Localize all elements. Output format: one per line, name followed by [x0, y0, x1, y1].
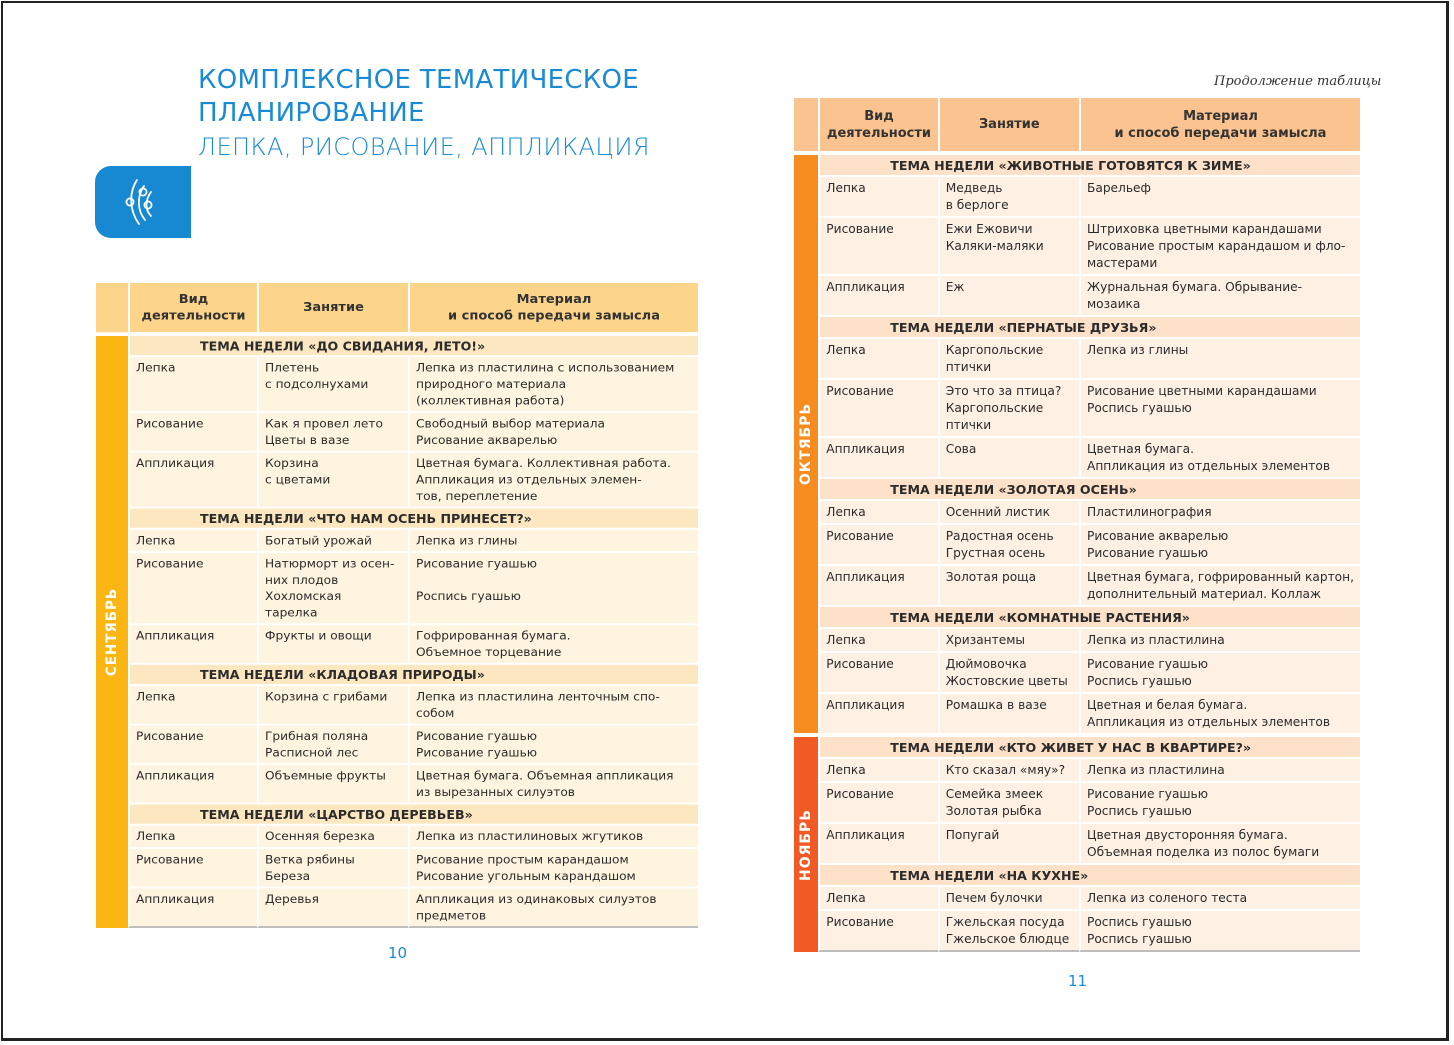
material-line: Роспись гуашью [1086, 932, 1192, 946]
material-line: собом [416, 706, 455, 720]
lesson-cell [257, 411, 408, 451]
lesson-line: Гжельское блюдце [945, 932, 1070, 946]
material-line: Роспись гуашью [1086, 915, 1192, 929]
activity-cell [128, 763, 257, 803]
material-cell [1079, 499, 1360, 523]
lesson-line: Грибная поляна [265, 729, 369, 743]
header-blank [794, 98, 818, 151]
theme-row [794, 733, 1360, 757]
lesson-cell [257, 684, 408, 724]
table-row [96, 528, 698, 551]
table-row [794, 175, 1360, 216]
material-cell [408, 684, 698, 724]
week-theme-title: ТЕМА НЕДЕЛИ «ЧТО НАМ ОСЕНЬ ПРИНЕСЕТ?» [128, 507, 698, 528]
theme-row [96, 507, 698, 528]
month-label: НОЯБРЬ [798, 808, 815, 881]
page-title [198, 64, 650, 164]
material-line: Цветная двусторонняя бумага. [1086, 828, 1288, 842]
lesson-line: с цветами [265, 472, 331, 487]
material-cell [1079, 436, 1360, 477]
activity-cell [818, 499, 937, 523]
month-bar-october [794, 151, 818, 733]
activity-cell [128, 355, 257, 411]
table-row [96, 355, 698, 411]
title-line-1: КОМПЛЕКСНОЕ ТЕМАТИЧЕСКОЕ [198, 65, 640, 95]
month-label: СЕНТЯБРЬ [104, 587, 120, 677]
material-line: Роспись гуашью [416, 589, 521, 604]
lesson-line: Сова [945, 442, 977, 456]
lesson-cell [938, 216, 1079, 274]
material-line: Лепка из пластилина [1086, 763, 1225, 777]
molecule-branch-icon [123, 178, 163, 226]
lesson-line: Хохломская [265, 589, 342, 604]
material-line: Пластилинография [1086, 505, 1212, 519]
material-cell [408, 887, 698, 928]
lesson-line: Кто сказал «мяу»? [945, 763, 1066, 777]
theme-row [794, 605, 1360, 627]
material-line: Лепка из пластилина [1086, 633, 1225, 647]
activity-text: Лепка [136, 533, 176, 548]
planning-table-october-november [794, 98, 1360, 952]
lesson-cell [938, 627, 1079, 651]
activity-cell [128, 528, 257, 551]
lesson-cell [938, 822, 1079, 863]
lesson-cell [938, 757, 1079, 781]
material-line [416, 572, 692, 588]
table-row [794, 885, 1360, 909]
activity-text: Лепка [826, 891, 866, 905]
lesson-line: Натюрморт из осен- [265, 556, 395, 571]
material-line: Цветная бумага. Объемная аппликация [416, 768, 674, 783]
lesson-line: с подсолнухами [265, 377, 369, 391]
material-line: Рисование акварелью [416, 433, 558, 447]
activity-text: Лепка [826, 181, 866, 195]
material-line: из вырезанных силуэтов [416, 785, 575, 799]
lesson-line: Семейка змеек [945, 787, 1044, 801]
week-theme-title: ТЕМА НЕДЕЛИ «КОМНАТНЫЕ РАСТЕНИЯ» [818, 605, 1360, 627]
material-cell [1079, 781, 1360, 822]
material-cell [1079, 378, 1360, 436]
material-line: Лепка из пластилиновых жгутиков [416, 829, 644, 844]
activity-text: Лепка [826, 633, 866, 647]
activity-cell [818, 757, 937, 781]
activity-text: Рисование [826, 222, 894, 236]
lesson-cell [938, 499, 1079, 523]
header-material: Материал и способ передачи замысла [408, 283, 698, 332]
material-line: Рисование цветными карандашами [1086, 384, 1317, 398]
material-cell [1079, 651, 1360, 692]
lesson-cell [257, 887, 408, 928]
activity-text: Лепка [826, 763, 866, 777]
table-row [96, 763, 698, 803]
week-theme-title: ТЕМА НЕДЕЛИ «КТО ЖИВЕТ У НАС В КВАРТИРЕ?» [818, 733, 1360, 757]
lesson-line: Корзина [265, 456, 319, 471]
table-row [794, 692, 1360, 733]
activity-cell [818, 627, 937, 651]
lesson-line: Это что за птица? [945, 384, 1062, 398]
header-activity: Вид деятельности [818, 98, 937, 151]
activity-text: Рисование [136, 556, 204, 571]
activity-text: Аппликация [826, 280, 905, 294]
material-cell [408, 451, 698, 507]
lesson-cell [938, 781, 1079, 822]
table-row [794, 274, 1360, 315]
table-row [794, 436, 1360, 477]
theme-row [794, 315, 1360, 337]
material-line: Объемная поделка из полос бумаги [1086, 845, 1320, 859]
activity-text: Аппликация [136, 456, 215, 471]
page-number-right: 11 [1068, 972, 1088, 990]
material-cell [408, 551, 698, 623]
activity-text: Лепка [136, 829, 176, 844]
lesson-line: Каргопольские [945, 401, 1044, 415]
lesson-line: Плетень [265, 361, 320, 375]
material-line: Рисование акварелью [1086, 529, 1229, 543]
lesson-line: них плодов [265, 573, 339, 587]
lesson-cell [257, 724, 408, 764]
table-row [794, 378, 1360, 436]
material-line: Рисование гуашью [1086, 546, 1209, 560]
theme-row [96, 663, 698, 684]
page-subtitle: ЛЕПКА, РИСОВАНИЕ, АППЛИКАЦИЯ [198, 133, 650, 161]
lesson-cell [938, 274, 1079, 315]
week-theme-title: ТЕМА НЕДЕЛИ «ЖИВОТНЫЕ ГОТОВЯТСЯ К ЗИМЕ» [818, 151, 1360, 175]
material-cell [1079, 337, 1360, 378]
material-line: Объемное торцевание [416, 645, 562, 659]
planning-table-september [96, 283, 698, 928]
header-lesson: Занятие [938, 98, 1079, 151]
lesson-line: Ромашка в вазе [945, 698, 1047, 712]
activity-text: Рисование [826, 657, 894, 671]
activity-text: Рисование [136, 729, 204, 743]
material-line: Аппликация из отдельных элементов [1086, 715, 1331, 729]
material-line: Гофрированная бумага. [416, 629, 571, 643]
table-row [96, 623, 698, 663]
lesson-line: Золотая роща [945, 570, 1037, 584]
material-line: Цветная бумага, гофрированный картон, [1086, 570, 1354, 584]
activity-text: Рисование [826, 787, 894, 801]
activity-cell [818, 337, 937, 378]
activity-text: Лепка [826, 505, 866, 519]
lesson-cell [257, 623, 408, 663]
activity-cell [818, 523, 937, 564]
lesson-line: Каргопольские [945, 343, 1044, 357]
material-cell [1079, 523, 1360, 564]
week-theme-title: ТЕМА НЕДЕЛИ «ЦАРСТВО ДЕРЕВЬЕВ» [128, 803, 698, 824]
month-bar-november [794, 733, 818, 952]
material-cell [408, 411, 698, 451]
theme-row [96, 332, 698, 355]
lesson-cell [938, 651, 1079, 692]
material-line: тов, переплетение [416, 489, 538, 503]
activity-cell [128, 847, 257, 887]
material-cell [1079, 692, 1360, 733]
activity-cell [818, 692, 937, 733]
table-row [96, 887, 698, 928]
material-cell [1079, 216, 1360, 274]
table-row [794, 757, 1360, 781]
material-line: Журнальная бумага. Обрывание- [1086, 280, 1303, 294]
lesson-cell [257, 847, 408, 887]
material-line: Аппликация из одинаковых силуэтов [416, 892, 657, 906]
lesson-line: птички [945, 418, 992, 432]
activity-cell [818, 885, 937, 909]
lesson-line: Хризантемы [945, 633, 1026, 647]
activity-cell [128, 824, 257, 847]
week-theme-title: ТЕМА НЕДЕЛИ «ДО СВИДАНИЯ, ЛЕТО!» [128, 332, 698, 355]
activity-text: Рисование [826, 384, 894, 398]
activity-cell [128, 724, 257, 764]
table-row [96, 551, 698, 623]
lesson-cell [938, 885, 1079, 909]
table-row [96, 684, 698, 724]
lesson-line: Попугай [945, 828, 1000, 842]
activity-text: Аппликация [136, 768, 215, 783]
activity-text: Рисование [826, 915, 894, 929]
lesson-line: птички [945, 360, 992, 374]
lesson-line: Ветка рябины [265, 852, 355, 867]
material-line: Рисование гуашью [416, 729, 538, 743]
table-row [794, 523, 1360, 564]
lesson-line: Медведь [945, 181, 1003, 195]
material-line: Рисование гуашью [1086, 787, 1209, 801]
lesson-line: Гжельская посуда [945, 915, 1065, 929]
activity-cell [818, 216, 937, 274]
lesson-line: Деревья [265, 892, 319, 906]
material-cell [1079, 757, 1360, 781]
activity-cell [128, 551, 257, 623]
table-row [96, 824, 698, 847]
material-line: дополнительный материал. Коллаж [1086, 587, 1321, 601]
lesson-cell [257, 551, 408, 623]
lesson-cell [938, 523, 1079, 564]
material-line: Барельеф [1086, 181, 1151, 195]
activity-cell [128, 451, 257, 507]
material-line: Штриховка цветными карандашами [1086, 222, 1322, 236]
material-line: Рисование гуашью [416, 556, 538, 571]
material-line: Лепка из пластилина с использованием [416, 361, 675, 375]
material-line: Рисование угольным карандашом [416, 869, 636, 883]
lesson-line: Цветы в вазе [265, 433, 350, 447]
lesson-cell [938, 909, 1079, 952]
lesson-line: Осенняя березка [265, 829, 375, 844]
material-line: Рисование простым карандашом и фло- [1086, 239, 1346, 253]
material-line: Лепка из соленого теста [1086, 891, 1248, 905]
material-cell [408, 724, 698, 764]
week-theme-title: ТЕМА НЕДЕЛИ «НА КУХНЕ» [818, 863, 1360, 885]
week-theme-title: ТЕМА НЕДЕЛИ «ЗОЛОТАЯ ОСЕНЬ» [818, 477, 1360, 499]
lesson-line: Жостовские цветы [945, 674, 1068, 688]
table-row [794, 822, 1360, 863]
lesson-line: Грустная осень [945, 546, 1046, 560]
activity-cell [818, 781, 937, 822]
table-row [794, 337, 1360, 378]
activity-text: Рисование [136, 417, 204, 431]
material-cell [1079, 175, 1360, 216]
table-row [96, 847, 698, 887]
header-blank [96, 283, 128, 332]
material-cell [408, 824, 698, 847]
table-row [794, 499, 1360, 523]
lesson-cell [938, 378, 1079, 436]
material-cell [408, 623, 698, 663]
activity-text: Лепка [826, 343, 866, 357]
lesson-line: Осенний листик [945, 505, 1050, 519]
activity-text: Лепка [136, 361, 176, 375]
material-line: Цветная бумага. [1086, 442, 1195, 456]
material-cell [408, 528, 698, 551]
material-line: мастерами [1086, 256, 1158, 270]
material-cell [1079, 885, 1360, 909]
material-line: Роспись гуашью [1086, 804, 1192, 818]
table-row [794, 651, 1360, 692]
header-lesson: Занятие [257, 283, 408, 332]
material-cell [1079, 627, 1360, 651]
material-line: мозаика [1086, 297, 1141, 311]
lesson-cell [257, 451, 408, 507]
activity-text: Лепка [136, 689, 176, 704]
material-cell [408, 847, 698, 887]
material-line: Аппликация из отдельных элементов [1086, 459, 1331, 473]
material-line: Рисование простым карандашом [416, 852, 629, 867]
lesson-cell [938, 175, 1079, 216]
material-line: (коллективная работа) [416, 393, 565, 408]
lesson-line: Каляки-маляки [945, 239, 1044, 253]
lesson-line: Ежи Ежовичи [945, 222, 1033, 236]
section-tab [95, 166, 191, 238]
material-line: Роспись гуашью [1086, 674, 1192, 688]
lesson-line: Как я провел лето [265, 417, 383, 431]
month-bar-september [96, 332, 128, 928]
month-label: ОКТЯБРЬ [798, 402, 815, 486]
activity-text: Рисование [136, 852, 204, 867]
activity-cell [818, 274, 937, 315]
material-line: Лепка из пластилина ленточным спо- [416, 689, 660, 704]
lesson-cell [257, 763, 408, 803]
lesson-line: Корзина с грибами [265, 689, 388, 704]
activity-text: Аппликация [826, 698, 905, 712]
material-line: Рисование гуашью [1086, 657, 1209, 671]
activity-text: Рисование [826, 529, 894, 543]
lesson-cell [938, 692, 1079, 733]
material-line: Лепка из глины [1086, 343, 1189, 357]
lesson-line: Дюймовочка [945, 657, 1027, 671]
material-line: Свободный выбор материала [416, 417, 605, 431]
title-line-2: ПЛАНИРОВАНИЕ [198, 98, 425, 128]
theme-row [96, 803, 698, 824]
activity-text: Аппликация [136, 892, 215, 906]
lesson-cell [938, 337, 1079, 378]
material-cell [408, 355, 698, 411]
activity-cell [818, 822, 937, 863]
material-cell [408, 763, 698, 803]
activity-cell [128, 684, 257, 724]
header-activity: Вид деятельности [128, 283, 257, 332]
continuation-note: Продолжение таблицы [1214, 74, 1382, 89]
lesson-line: Еж [945, 280, 965, 294]
activity-cell [818, 564, 937, 605]
activity-cell [128, 411, 257, 451]
lesson-line: Береза [265, 869, 311, 883]
lesson-line: в берлоге [945, 198, 1009, 212]
lesson-line: Расписной лес [265, 745, 359, 760]
table-row [794, 781, 1360, 822]
activity-cell [818, 651, 937, 692]
header-material: Материал и способ передачи замысла [1079, 98, 1360, 151]
table-row [96, 451, 698, 507]
lesson-line: Фрукты и овощи [265, 629, 372, 643]
material-line: Рисование гуашью [416, 745, 538, 760]
activity-cell [818, 909, 937, 952]
lesson-line: Богатый урожай [265, 533, 372, 548]
lesson-cell [257, 355, 408, 411]
lesson-cell [257, 528, 408, 551]
week-theme-title: ТЕМА НЕДЕЛИ «КЛАДОВАЯ ПРИРОДЫ» [128, 663, 698, 684]
material-line: Роспись гуашью [1086, 401, 1192, 415]
activity-cell [128, 623, 257, 663]
theme-row [794, 477, 1360, 499]
material-cell [1079, 274, 1360, 315]
material-line: Цветная и белая бумага. [1086, 698, 1248, 712]
activity-cell [818, 436, 937, 477]
material-cell [1079, 564, 1360, 605]
material-cell [1079, 909, 1360, 952]
lesson-cell [257, 824, 408, 847]
activity-text: Аппликация [826, 828, 905, 842]
lesson-line: Объемные фрукты [265, 768, 386, 783]
material-line: предметов [416, 908, 487, 923]
lesson-cell [938, 564, 1079, 605]
theme-row [794, 863, 1360, 885]
table-row [96, 724, 698, 764]
table-row [794, 216, 1360, 274]
table-row [794, 909, 1360, 952]
page-number-left: 10 [388, 944, 408, 962]
table-row [794, 564, 1360, 605]
activity-text: Аппликация [826, 442, 905, 456]
theme-row [794, 151, 1360, 175]
lesson-line: Печем булочки [945, 891, 1043, 905]
activity-cell [818, 175, 937, 216]
material-line: природного материала [416, 377, 567, 391]
material-line: Аппликация из отдельных элемен- [416, 472, 642, 487]
lesson-cell [938, 436, 1079, 477]
activity-text: Аппликация [826, 570, 905, 584]
week-theme-title: ТЕМА НЕДЕЛИ «ПЕРНАТЫЕ ДРУЗЬЯ» [818, 315, 1360, 337]
activity-cell [818, 378, 937, 436]
lesson-line: Золотая рыбка [945, 804, 1042, 818]
activity-text: Аппликация [136, 629, 215, 643]
material-line: Цветная бумага. Коллективная работа. [416, 456, 671, 471]
table-row [96, 411, 698, 451]
material-line: Лепка из глины [416, 533, 518, 548]
activity-cell [128, 887, 257, 928]
table-row [794, 627, 1360, 651]
lesson-line: тарелка [265, 605, 318, 620]
material-cell [1079, 822, 1360, 863]
lesson-line: Радостная осень [945, 529, 1054, 543]
